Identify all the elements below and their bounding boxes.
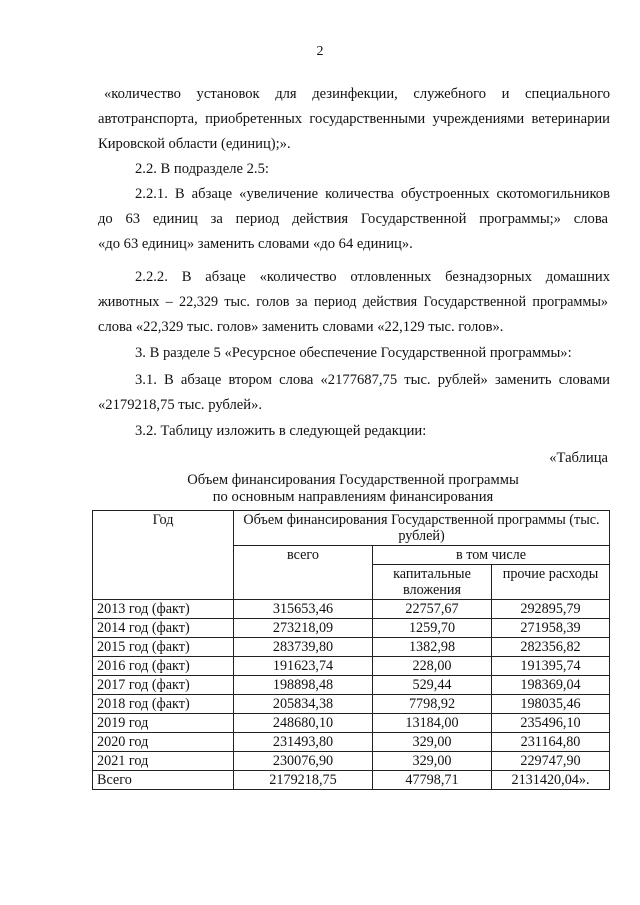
table-row [93, 638, 610, 657]
table-caption: по основным направлениям финансирования [212, 489, 494, 505]
cell-other: 292895,79 [492, 600, 610, 619]
cell-total: 191623,74 [234, 657, 373, 676]
paragraph-line: 2.2.1. В абзаце «увеличение количества обустроенных скотомогильников [135, 186, 610, 202]
cell-year: 2013 год (факт) [93, 600, 234, 619]
table-row [93, 714, 610, 733]
cell-year: 2016 год (факт) [93, 657, 234, 676]
paragraph: 2.2. В подразделе 2.5: [135, 161, 269, 177]
cell-capital: 529,44 [373, 676, 492, 695]
cell-other: 2131420,04». [492, 771, 610, 790]
financing-table [92, 510, 610, 790]
cell-year: Всего [93, 771, 234, 790]
paragraph-line: слова «22,329 тыс. голов» заменить словами «22,129 тыс. голов». [98, 319, 504, 335]
cell-capital: 329,00 [373, 733, 492, 752]
cell-capital: 13184,00 [373, 714, 492, 733]
cell-year: 2021 год [93, 752, 234, 771]
paragraph-line: «количество установок для дезинфекции, служебного и специального [104, 86, 610, 102]
table-caption: Объем финансирования Государственной программы [187, 472, 519, 488]
cell-total: 283739,80 [234, 638, 373, 657]
paragraph-line: животных – 22,329 тыс. голов за период действия Государственной программы» [98, 294, 608, 310]
cell-total: 2179218,75 [234, 771, 373, 790]
paragraph-line: «до 63 единиц» заменить словами «до 64 единиц». [98, 236, 413, 252]
table-row [93, 600, 610, 619]
cell-capital: 22757,67 [373, 600, 492, 619]
paragraph: 3. В разделе 5 «Ресурсное обеспечение Государственной программы»: [135, 345, 572, 361]
cell-capital: 47798,71 [373, 771, 492, 790]
table-row [93, 619, 610, 638]
cell-other: 229747,90 [492, 752, 610, 771]
cell-capital: 228,00 [373, 657, 492, 676]
header-volume: Объем финансирования Государственной программы (тыс. рублей) [234, 511, 610, 546]
cell-total: 198898,48 [234, 676, 373, 695]
header-year: Год [93, 511, 234, 600]
paragraph-line: 2.2.2. В абзаце «количество отловленных безнадзорных домашних [135, 269, 610, 285]
cell-other: 198035,46 [492, 695, 610, 714]
table-row [93, 752, 610, 771]
header-other: прочие расходы [492, 565, 610, 600]
paragraph: 3.2. Таблицу изложить в следующей редакции: [135, 423, 427, 439]
paragraph-line: Кировской области (единиц);». [98, 136, 291, 152]
cell-other: 198369,04 [492, 676, 610, 695]
cell-other: 235496,10 [492, 714, 610, 733]
table-row [93, 695, 610, 714]
table-header-row [93, 511, 610, 546]
header-total: всего [234, 546, 373, 600]
cell-total: 248680,10 [234, 714, 373, 733]
cell-capital: 1382,98 [373, 638, 492, 657]
cell-other: 271958,39 [492, 619, 610, 638]
cell-capital: 329,00 [373, 752, 492, 771]
cell-other: 191395,74 [492, 657, 610, 676]
cell-capital: 1259,70 [373, 619, 492, 638]
cell-other: 282356,82 [492, 638, 610, 657]
table-row [93, 676, 610, 695]
paragraph-line: до 63 единиц за период действия Государственной программы;» слова [98, 211, 608, 227]
page-number: 2 [316, 44, 324, 59]
cell-year: 2018 год (факт) [93, 695, 234, 714]
table-row [93, 657, 610, 676]
cell-year: 2019 год [93, 714, 234, 733]
table-row [93, 771, 610, 790]
cell-total: 273218,09 [234, 619, 373, 638]
cell-year: 2020 год [93, 733, 234, 752]
cell-year: 2015 год (факт) [93, 638, 234, 657]
paragraph-line: «2179218,75 тыс. рублей». [98, 397, 263, 413]
cell-total: 205834,38 [234, 695, 373, 714]
cell-year: 2017 год (факт) [93, 676, 234, 695]
cell-capital: 7798,92 [373, 695, 492, 714]
cell-total: 230076,90 [234, 752, 373, 771]
cell-total: 315653,46 [234, 600, 373, 619]
paragraph-line: 3.1. В абзаце втором слова «2177687,75 тыс. рублей» заменить словами [135, 372, 610, 388]
header-capital: капитальные вложения [373, 565, 492, 600]
cell-year: 2014 год (факт) [93, 619, 234, 638]
table-row [93, 733, 610, 752]
paragraph-line: автотранспорта, приобретенных государственными учреждениями ветеринарии [98, 111, 610, 127]
table-label: «Таблица [549, 450, 608, 466]
table-body [93, 600, 610, 790]
header-including: в том числе [373, 546, 610, 565]
cell-total: 231493,80 [234, 733, 373, 752]
cell-other: 231164,80 [492, 733, 610, 752]
